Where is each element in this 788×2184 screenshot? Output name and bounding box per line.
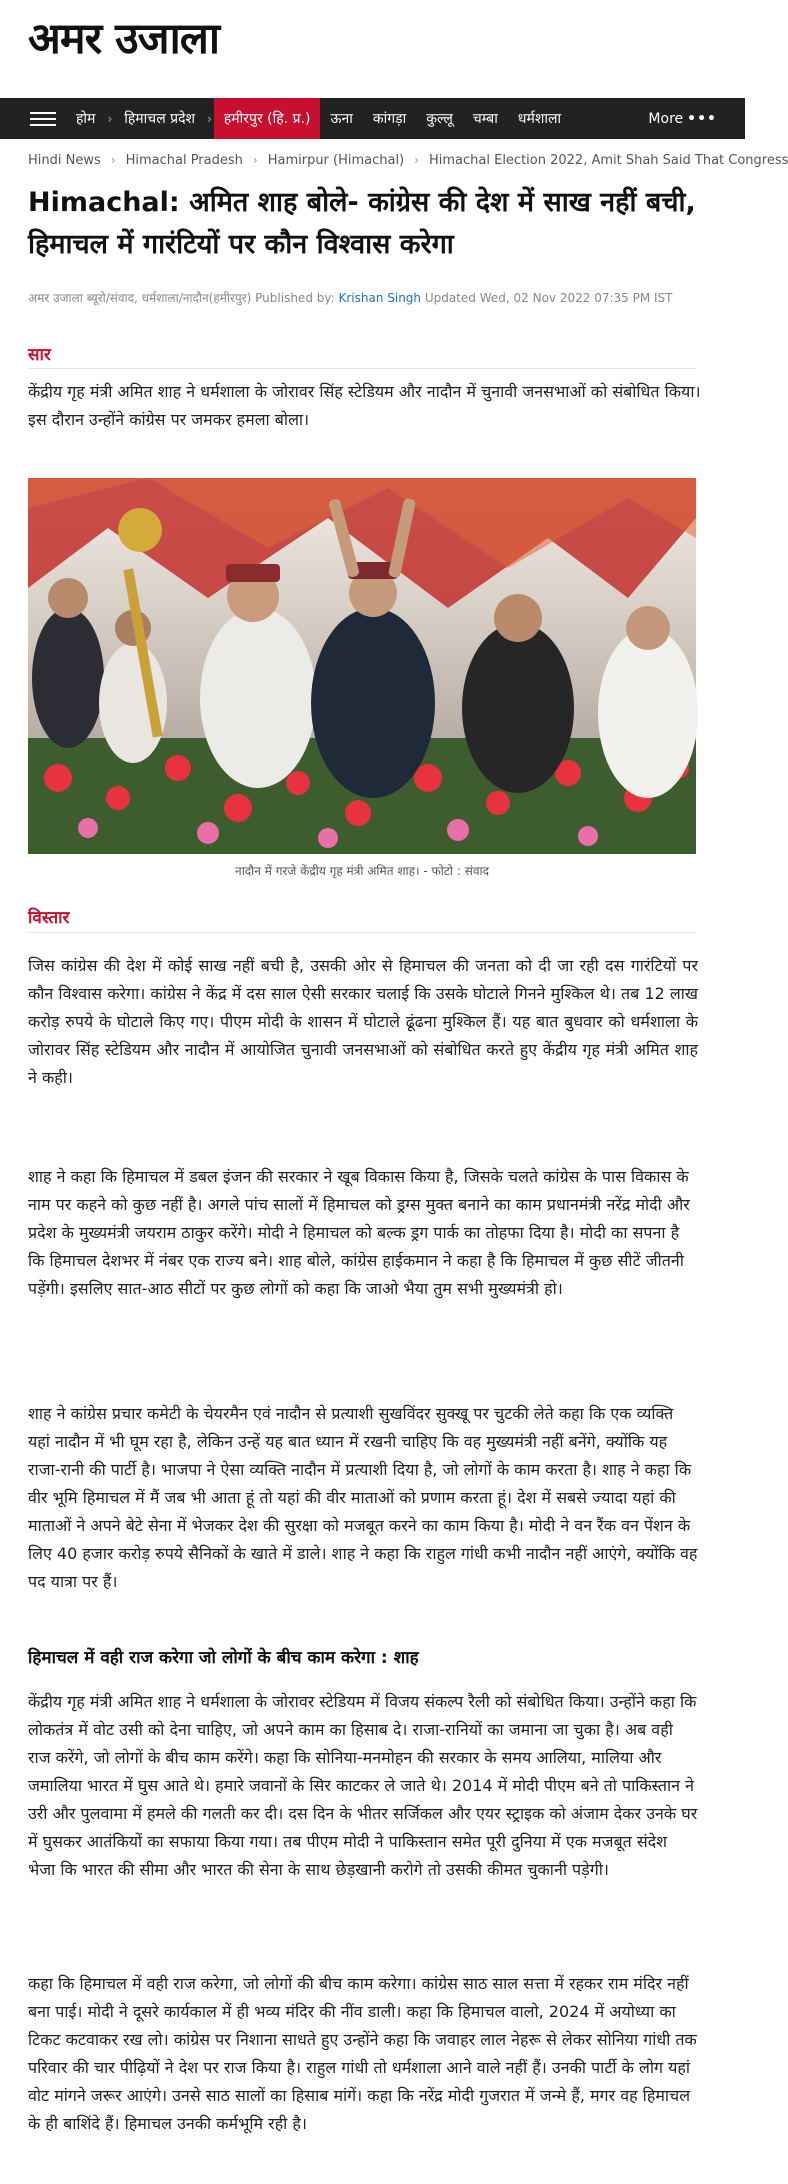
article-title: Himachal: अमित शाह बोले- कांग्रेस की देश में साख नहीं बची, हिमाचल में गारंटियों पर कौन विश्वास करेगा [28, 187, 696, 260]
image-caption: नादौन में गरजे केंद्रीय गृह मंत्री अमित शाह। - फोटो : संवाद [235, 864, 489, 878]
breadcrumb-item-hamirpur[interactable]: Hamirpur (Himachal) [267, 152, 405, 168]
detail-heading: विस्तार [28, 908, 70, 928]
article-paragraph: कहा कि हिमाचल में वही राज करेगा, जो लोगों की बीच काम करेगा। कांग्रेस साठ साल सत्ता में रहकर राम मंदिर नहीं बना पाई। मोदी ने दूसरे कार्यकाल में ही भव्य मंदिर की नींव डाली। कहा कि हिमाचल वालो, 2024 में अयोध्या का टिकट कटवाकर रख लो। कांग्रेस पर निशाना साधते हुए उन्होंने कहा कि जवाहर लाल नेहरू से लेकर सोनिया गांधी तक परिवार की चार पीढ़ियों ने देश पर राज किया है। राहुल गांधी तो धर्मशाला आने वाले नहीं हैं। उनकी पार्टी के लोग यहां वोट मांगने जरूर आएंगे। उनसे साठ सालों का हिसाब मांगें। कहा कि नरेंद्र मोदी गुजरात में जन्मे हैं, मगर वह हिमाचल के ही बाशिंदे हैं। हिमाचल उनकी कर्मभूमि रही है। [28, 1974, 697, 2133]
article-byline [28, 288, 708, 308]
article-paragraph: शाह ने कांग्रेस प्रचार कमेटी के चेयरमैन एवं नादौन से प्रत्याशी सुखविंदर सुक्खू पर चुटकी लेते कहा कि एक व्यक्ति यहां नादौन में भी घूम रहा है, लेकिन उन्हें यह बात ध्यान में रखनी चाहिए कि वह मुख्यमंत्री नहीं बनेंगे, क्योंकि यह राजा-रानी की पार्टी है। भाजपा ने ऐसा व्यक्ति नादौन में प्रत्याशी दिया है, जो लोगों के काम करता है। शाह ने कहा कि वीर भूमि हिमाचल में मैं जब भी आता हूं तो यहां की वीर माताओं को प्रणाम करता हूं। देश में सबसे ज्यादा यहां की माताओं ने अपने बेटे सेना में भेजकर देश की सुरक्षा को मजबूत करने का काम किया है। मोदी ने वन रैंक वन पेंशन के लिए 40 हजार करोड़ रुपये सैनिकों के खाते में डाले। शाह ने कहा कि राहुल गांधी कभी नादौन नहीं आएंगे, क्योंकि वह पद यात्रा पर हैं। [28, 1404, 698, 1591]
detail-divider [28, 932, 696, 933]
article-subheading: हिमाचल में वही राज करेगा जो लोगों के बीच काम करेगा : शाह [28, 1648, 419, 1668]
breadcrumb-item-article[interactable]: Himachal Election 2022, Amit Shah Said That Congress [428, 152, 788, 168]
nav-item-dharamshala[interactable]: धर्मशाला [517, 111, 562, 127]
nav-more-label: More [648, 110, 684, 127]
nav-item-kullu[interactable]: कुल्लू [426, 111, 453, 127]
chevron-right-icon: › [207, 111, 212, 126]
site-logo[interactable]: अमर उजाला [28, 14, 220, 64]
masthead [0, 0, 745, 98]
more-dots-icon: ••• [687, 110, 717, 127]
nav-item-home[interactable]: होम [76, 111, 96, 127]
nav-item-kangra[interactable]: कांगड़ा [372, 111, 407, 127]
hero-image [28, 478, 696, 854]
nav-item-una[interactable]: ऊना [330, 111, 353, 127]
summary-divider [28, 368, 696, 369]
updated-timestamp: Updated Wed, 02 Nov 2022 07:35 PM IST [424, 291, 673, 305]
main-nav [0, 98, 745, 139]
summary-heading: सार [28, 345, 51, 365]
nav-item-himachal[interactable]: हिमाचल प्रदेश [124, 111, 196, 127]
chevron-right-icon: › [414, 153, 419, 167]
breadcrumb-item-hindi-news[interactable]: Hindi News [28, 152, 101, 168]
article-summary: केंद्रीय गृह मंत्री अमित शाह ने धर्मशाला के जोरावर सिंह स्टेडियम और नादौन में चुनावी जनसभाओं को संबोधित किया। इस दौरान उन्होंने कांग्रेस पर जमकर हमला बोला। [28, 382, 701, 429]
byline-source: अमर उजाला ब्यूरो/संवाद, धर्मशाला/नादौन(हमीरपुर) [28, 291, 252, 305]
chevron-right-icon: › [107, 111, 113, 126]
published-by-label: Published by: [255, 291, 335, 305]
nav-more-button[interactable] [648, 111, 717, 127]
article-paragraph: केंद्रीय गृह मंत्री अमित शाह ने धर्मशाला के जोरावर स्टेडियम में विजय संकल्प रैली को संबोधित किया। उन्होंने कहा कि लोकतंत्र में वोट उसी को देना चाहिए, जो अपने काम का हिसाब दे। राजा-रानियों का जमाना जा चुका है। अब वही राज करेंगे, जो लोगों के बीच काम करेंगे। कहा कि सोनिया-मनमोहन की सरकार के समय आलिया, मालिया और जमालिया भारत में घुस आते थे। हमारे जवानों के सिर काटकर ले जाते थे। 2014 में मोदी पीएम बने तो पाकिस्तान ने उरी और पुलवामा में हमले की गलती कर दी। दस दिन के भीतर सर्जिकल और एयर स्ट्राइक को अंजाम देकर उनके घर में घुसकर आतंकियों का सफाया किया गया। तब पीएम मोदी ने पाकिस्तान समेत पूरी दुनिया में एक मजबूत संदेश भेजा कि भारत की सीमा और भारत की सेना के साथ छेड़खानी करोगे तो उसकी कीमत चुकानी पड़ेगी। [28, 1692, 698, 1879]
hamburger-menu-icon[interactable] [30, 112, 56, 126]
breadcrumb-item-himachal[interactable]: Himachal Pradesh [125, 152, 243, 168]
article-paragraph: शाह ने कहा कि हिमाचल में डबल इंजन की सरकार ने खूब विकास किया है, जिसके चलते कांग्रेस के पास विकास के नाम पर कहने को कुछ नहीं है। अगले पांच सालों में हिमाचल को ड्रग्स मुक्त बनाने का काम प्रधानमंत्री नरेंद्र मोदी और प्रदेश के मुख्यमंत्री जयराम ठाकुर करेंगे। मोदी ने हिमाचल को बल्क ड्रग पार्क का तोहफा दिया है। मोदी का सपना है कि हिमाचल देशभर में नंबर एक राज्य बने। शाह बोले, कांग्रेस हाईकमान ने कहा है कि हिमाचल में कुछ सीटें जीतनी पड़ेंगी। इसलिए सात-आठ सीटों पर कुछ लोगों को कहा कि जाओ भैया तुम सभी मुख्यमंत्री हो। [28, 1167, 690, 1298]
nav-item-hamirpur[interactable]: हमीरपुर (हि. प्र.) [214, 98, 321, 139]
chevron-right-icon: › [110, 153, 116, 167]
author-link[interactable]: Krishan Singh [338, 291, 422, 305]
breadcrumb [28, 150, 788, 170]
chevron-right-icon: › [252, 153, 258, 167]
nav-item-chamba[interactable]: चम्बा [472, 111, 498, 127]
article-paragraph: जिस कांग्रेस की देश में कोई साख नहीं बची है, उसकी ओर से हिमाचल की जनता को दी जा रही दस गारंटियों पर कौन विश्वास करेगा। कांग्रेस ने केंद्र में दस साल ऐसी सरकार चलाई कि उसके घोटाले गिनने मुश्किल थे। तब 12 लाख करोड़ रुपये के घोटाले किए गए। पीएम मोदी के शासन में घोटाले ढूंढना मुश्किल हैं। यह बात बुधवार को धर्मशाला के जोरावर सिंह स्टेडियम और नादौन में आयोजित चुनावी जनसभाओं को संबोधित करते हुए केंद्रीय गृह मंत्री अमित शाह ने कही। [28, 956, 698, 1087]
